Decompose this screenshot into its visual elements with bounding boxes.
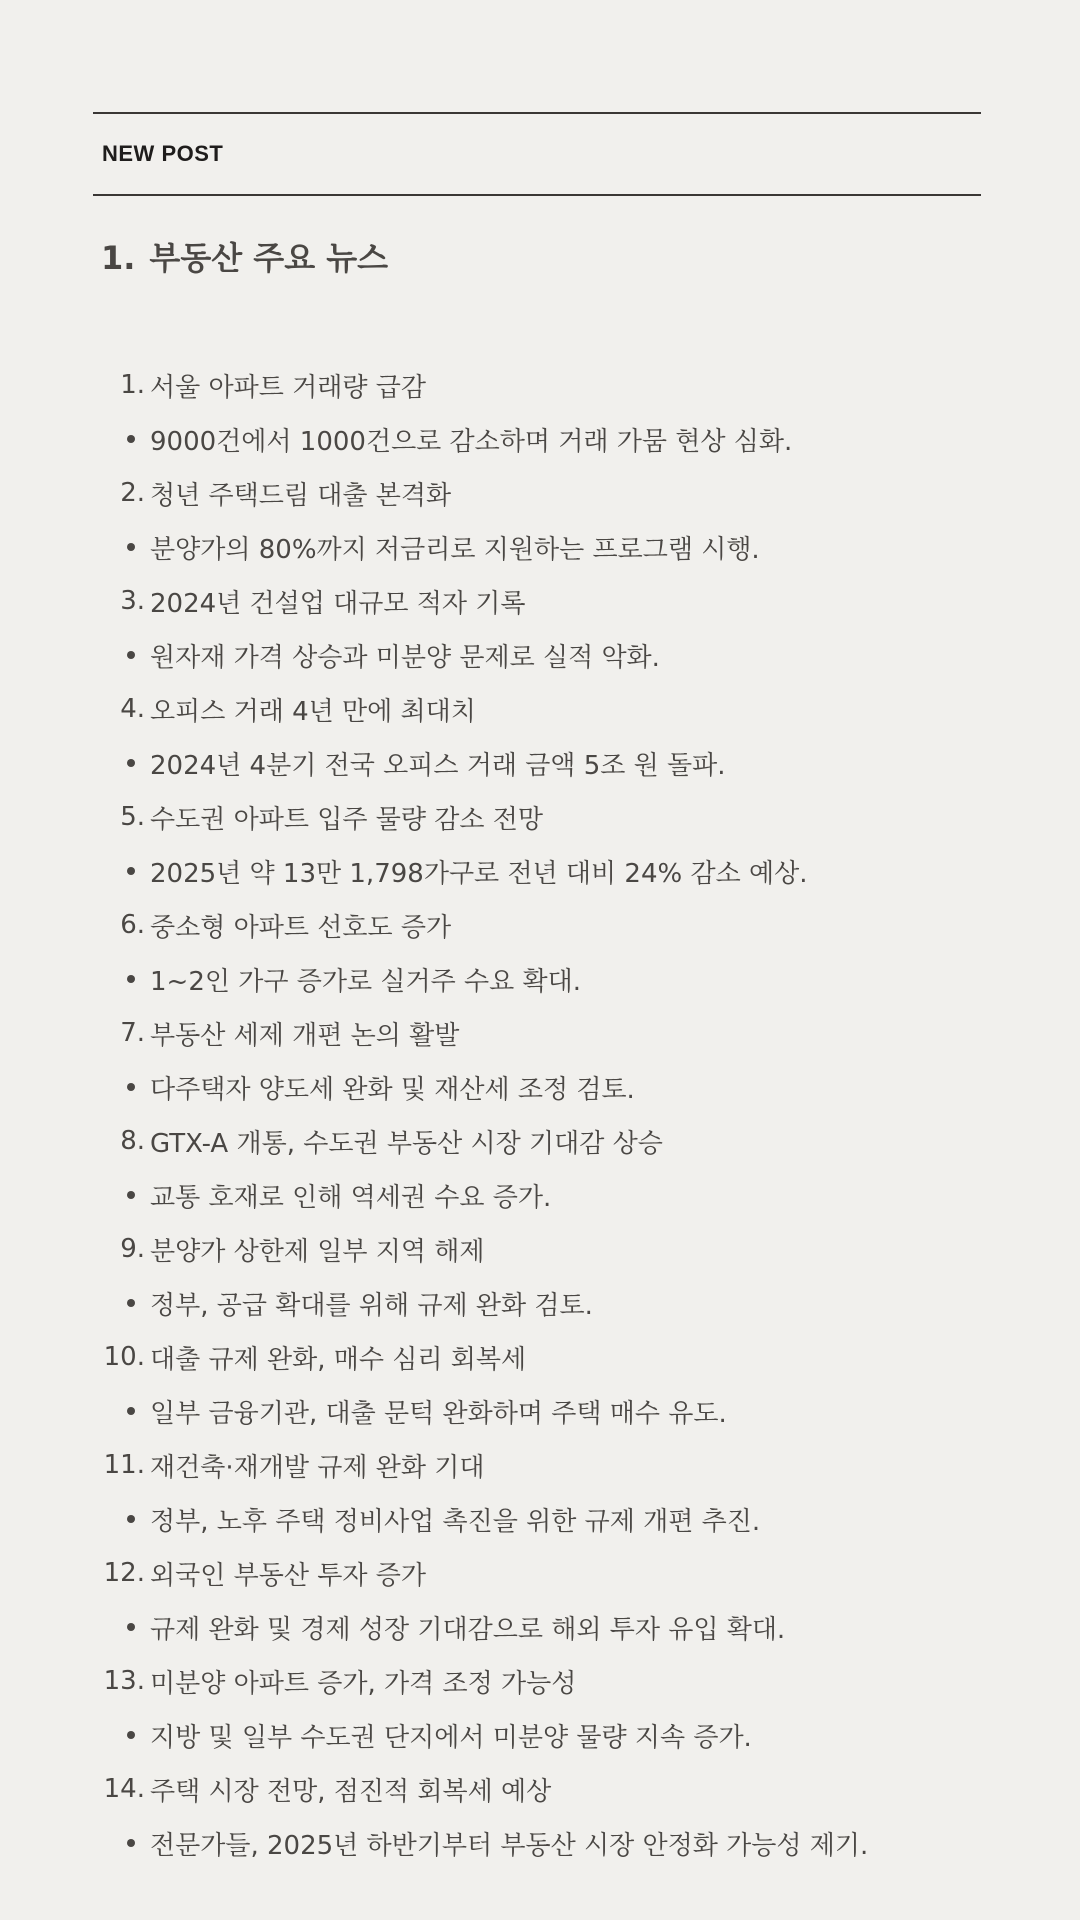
bullet-icon xyxy=(93,759,149,767)
item-number: 3. xyxy=(120,586,145,616)
list-item xyxy=(93,1546,981,1600)
list-item xyxy=(93,1222,981,1276)
list-item-detail xyxy=(93,412,981,466)
item-detail: 9000건에서 1000건으로 감소하며 거래 가뭄 현상 심화. xyxy=(150,426,793,457)
heading-title: 부동산 주요 뉴스 xyxy=(149,239,389,277)
list-item-detail xyxy=(93,628,981,682)
list-item-detail xyxy=(93,1492,981,1546)
item-detail: 2024년 4분기 전국 오피스 거래 금액 5조 원 돌파. xyxy=(150,750,726,781)
item-number: 7. xyxy=(120,1018,145,1048)
list-item xyxy=(93,574,981,628)
list-item xyxy=(93,1330,981,1384)
item-detail: 다주택자 양도세 완화 및 재산세 조정 검토. xyxy=(150,1074,635,1105)
item-title: 수도권 아파트 입주 물량 감소 전망 xyxy=(150,804,543,835)
item-detail: 2025년 약 13만 1,798가구로 전년 대비 24% 감소 예상. xyxy=(150,858,808,889)
list-item xyxy=(93,1762,981,1816)
bullet-icon xyxy=(93,543,149,551)
list-item-detail xyxy=(93,952,981,1006)
bullet-icon xyxy=(93,651,149,659)
post-heading xyxy=(93,238,981,278)
item-detail: 분양가의 80%까지 저금리로 지원하는 프로그램 시행. xyxy=(150,534,760,565)
item-title: 오피스 거래 4년 만에 최대치 xyxy=(150,696,476,727)
item-number: 4. xyxy=(120,694,145,724)
list-item xyxy=(93,1006,981,1060)
bullet-icon xyxy=(93,975,149,983)
list-item xyxy=(93,1654,981,1708)
item-number: 10. xyxy=(103,1342,145,1372)
item-number: 5. xyxy=(120,802,145,832)
bullet-icon xyxy=(93,1299,149,1307)
item-detail: 교통 호재로 인해 역세권 수요 증가. xyxy=(150,1182,552,1213)
list-item xyxy=(93,790,981,844)
section-label xyxy=(93,114,981,194)
bullet-icon xyxy=(93,1083,149,1091)
list-item xyxy=(93,466,981,520)
list-item-detail xyxy=(93,1708,981,1762)
bullet-icon xyxy=(93,1839,149,1847)
bullet-icon xyxy=(93,1515,149,1523)
item-detail: 1~2인 가구 증가로 실거주 수요 확대. xyxy=(150,966,581,997)
new-post-label: NEW POST xyxy=(102,141,224,166)
item-title: 주택 시장 전망, 점진적 회복세 예상 xyxy=(150,1776,552,1807)
list-item xyxy=(93,1438,981,1492)
list-item-detail xyxy=(93,736,981,790)
item-title: 분양가 상한제 일부 지역 해제 xyxy=(150,1236,485,1267)
item-detail: 전문가들, 2025년 하반기부터 부동산 시장 안정화 가능성 제기. xyxy=(150,1830,869,1861)
bottom-divider xyxy=(93,194,981,196)
item-title: 미분양 아파트 증가, 가격 조정 가능성 xyxy=(150,1668,577,1699)
item-title: 서울 아파트 거래량 급감 xyxy=(150,372,426,403)
list-item-detail xyxy=(93,1816,981,1870)
item-detail: 원자재 가격 상승과 미분양 문제로 실적 악화. xyxy=(150,642,660,673)
item-number: 8. xyxy=(120,1126,145,1156)
item-number: 13. xyxy=(103,1666,145,1696)
item-title: 청년 주택드림 대출 본격화 xyxy=(150,480,452,511)
post-container xyxy=(93,112,981,1861)
heading-number: 1. xyxy=(101,239,136,277)
news-list xyxy=(93,358,981,1870)
list-item-detail xyxy=(93,1384,981,1438)
list-item-detail xyxy=(93,1600,981,1654)
list-item-detail xyxy=(93,1168,981,1222)
item-detail: 일부 금융기관, 대출 문턱 완화하며 주택 매수 유도. xyxy=(150,1398,727,1429)
item-number: 12. xyxy=(103,1558,145,1588)
item-number: 6. xyxy=(120,910,145,940)
item-detail: 규제 완화 및 경제 성장 기대감으로 해외 투자 유입 확대. xyxy=(150,1614,786,1645)
item-detail: 정부, 공급 확대를 위해 규제 완화 검토. xyxy=(150,1290,593,1321)
item-title: 외국인 부동산 투자 증가 xyxy=(150,1560,426,1591)
bullet-icon xyxy=(93,1407,149,1415)
item-title: 재건축·재개발 규제 완화 기대 xyxy=(150,1452,485,1483)
item-title: 중소형 아파트 선호도 증가 xyxy=(150,912,452,943)
item-number: 1. xyxy=(120,370,145,400)
bullet-icon xyxy=(93,867,149,875)
item-title: 대출 규제 완화, 매수 심리 회복세 xyxy=(150,1344,527,1375)
bullet-icon xyxy=(93,1731,149,1739)
bullet-icon xyxy=(93,1191,149,1199)
list-item xyxy=(93,682,981,736)
item-number: 11. xyxy=(103,1450,145,1480)
list-item xyxy=(93,898,981,952)
item-title: 2024년 건설업 대규모 적자 기록 xyxy=(150,588,526,619)
bullet-icon xyxy=(93,435,149,443)
item-title: GTX-A 개통, 수도권 부동산 시장 기대감 상승 xyxy=(150,1128,663,1159)
list-item-detail xyxy=(93,1276,981,1330)
bullet-icon xyxy=(93,1623,149,1631)
item-number: 2. xyxy=(120,478,145,508)
item-detail: 정부, 노후 주택 정비사업 촉진을 위한 규제 개편 추진. xyxy=(150,1506,761,1537)
item-detail: 지방 및 일부 수도권 단지에서 미분양 물량 지속 증가. xyxy=(150,1722,752,1753)
item-number: 9. xyxy=(120,1234,145,1264)
list-item xyxy=(93,1114,981,1168)
list-item-detail xyxy=(93,1060,981,1114)
list-item-detail xyxy=(93,844,981,898)
item-number: 14. xyxy=(103,1774,145,1804)
item-title: 부동산 세제 개편 논의 활발 xyxy=(150,1020,460,1051)
list-item xyxy=(93,358,981,412)
list-item-detail xyxy=(93,520,981,574)
